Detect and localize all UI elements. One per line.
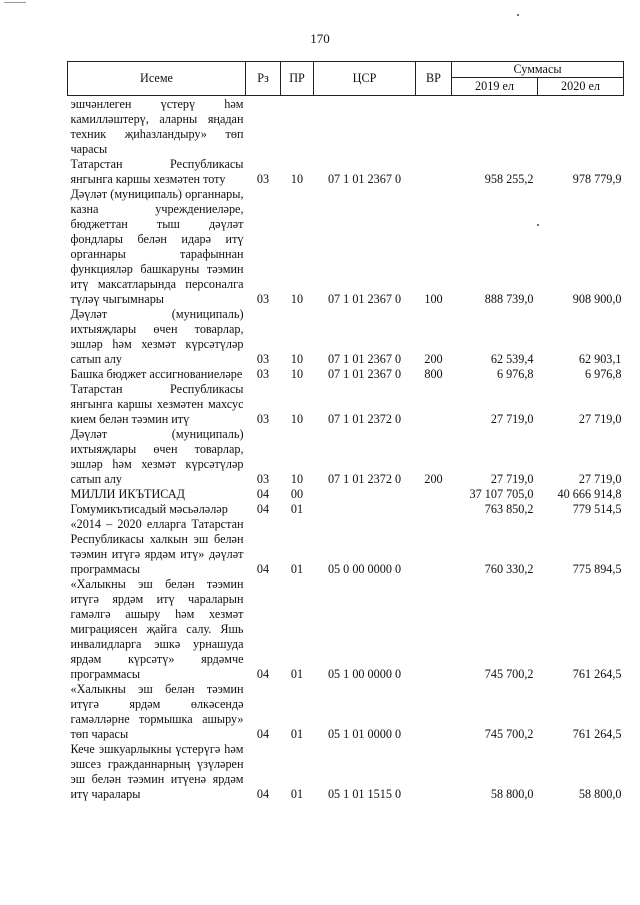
row-rz: 03 (256, 367, 270, 381)
row-pr: 01 (290, 667, 304, 681)
page-number: 170 (310, 31, 330, 46)
row-sum-2020: 6 976,8 (584, 367, 622, 381)
row-name: Татарстан Республикасы янгынга каршы хезмәтен махсус кием белән тәэмин итү (70, 382, 244, 426)
row-name: «2014 – 2020 елларга Татарстан Республикасы халкын эш белән тәэмин итүгә ярдәм итү» дәүләт программасы (70, 517, 244, 576)
row-sum-2019: 58 800,0 (490, 787, 534, 801)
header-pr: ПР (281, 62, 314, 96)
row-rz: 04 (256, 667, 270, 681)
row-csr: 07 1 01 2372 0 (327, 472, 402, 486)
row-vr: 800 (424, 367, 443, 381)
row-sum-2020: 978 779,9 (572, 172, 622, 186)
row-sum-2020: 779 514,5 (572, 502, 622, 516)
table-row (68, 427, 624, 487)
row-name: Дәүләт (муниципаль) органнары, казна учреждениеләре, бюджеттан тыш дәүләт фондлары белән идарә итү органнары тарафыннан функцияләр башкаруны тәэмин итү максатларында персоналга түләү чыгымнары (70, 187, 244, 306)
row-rz: 03 (256, 292, 270, 306)
row-pr: 10 (290, 172, 304, 186)
table-row (68, 487, 624, 502)
table-row (68, 187, 624, 307)
row-vr: 100 (424, 292, 443, 306)
row-sum-2019: 763 850,2 (484, 502, 534, 516)
row-sum-2019: 760 330,2 (484, 562, 534, 576)
row-sum-2019: 745 700,2 (484, 667, 534, 681)
header-year-2019: 2019 ел (452, 78, 538, 96)
header-vr: ВР (416, 62, 452, 96)
row-csr: 07 1 01 2367 0 (327, 292, 402, 306)
table-row (68, 577, 624, 682)
row-pr: 00 (290, 487, 304, 501)
row-rz: 04 (256, 502, 270, 516)
row-sum-2020: 40 666 914,8 (557, 487, 622, 501)
budget-table (67, 61, 624, 802)
row-rz: 04 (256, 787, 270, 801)
row-csr: 07 1 01 2367 0 (327, 172, 402, 186)
row-rz: 04 (256, 487, 270, 501)
row-csr (314, 487, 416, 502)
row-name: эшчәнлеген үстерү һәм камилләштерү, аларны яңадан техник җиһазландыру» төп чарасы (70, 97, 244, 156)
row-pr: 10 (290, 292, 304, 306)
row-csr: 07 1 01 2367 0 (327, 367, 402, 381)
row-rz (246, 96, 281, 158)
row-csr (314, 96, 416, 158)
row-sum-2020: 908 900,0 (572, 292, 622, 306)
header-name: Исеме (68, 62, 246, 96)
row-sum-2019: 745 700,2 (484, 727, 534, 741)
table-row (68, 517, 624, 577)
row-vr (416, 487, 452, 502)
row-csr (314, 502, 416, 517)
row-vr (416, 96, 452, 158)
row-sum-2019 (452, 96, 538, 158)
header-rz: Рз (246, 62, 281, 96)
row-sum-2020: 27 719,0 (578, 472, 622, 486)
table-row (68, 742, 624, 802)
row-sum-2019: 888 739,0 (484, 292, 534, 306)
row-name: Дәүләт (муниципаль) ихтыяҗлары өчен товарлар, эшләр һәм хезмәт күрсәтүләр сатып алу (70, 427, 244, 486)
row-name: МИЛЛИ ИКЪТИСАД (70, 487, 185, 501)
row-sum-2020: 761 264,5 (572, 667, 622, 681)
row-sum-2020 (538, 96, 624, 158)
row-sum-2019: 62 539,4 (490, 352, 534, 366)
row-vr (416, 682, 452, 742)
row-csr: 05 0 00 0000 0 (327, 562, 402, 576)
row-rz: 03 (256, 172, 270, 186)
row-rz: 03 (256, 472, 270, 486)
row-sum-2020: 58 800,0 (578, 787, 622, 801)
row-name: «Халыкны эш белән тәэмин итүгә ярдәм итү чараларын гамәлгә ашыру һәм хезмәт миграциясен җайга салу. Яшь инвалидларга эшкә урнашуда ярдәм күрсәтү» ярдәмче программасы (70, 577, 244, 681)
row-csr: 05 1 00 0000 0 (327, 667, 402, 681)
row-sum-2020: 62 903,1 (578, 352, 622, 366)
row-name: «Халыкны эш белән тәэмин итүгә ярдәм өлкәсендә гамәлләрне тормышка ашыру» төп чарасы (70, 682, 244, 741)
row-vr (416, 382, 452, 427)
row-name: Гомумикътисадый мәсьәләләр (70, 502, 228, 516)
row-vr (416, 742, 452, 802)
table-row (68, 367, 624, 382)
row-rz: 04 (256, 727, 270, 741)
row-sum-2019: 27 719,0 (490, 412, 534, 426)
table-row (68, 96, 624, 158)
row-sum-2019: 27 719,0 (490, 472, 534, 486)
header-sums: Суммасы (452, 62, 624, 78)
row-sum-2019: 37 107 705,0 (469, 487, 534, 501)
row-pr: 01 (290, 562, 304, 576)
row-name: Башка бюджет ассигнованиеләре (70, 367, 243, 381)
row-vr: 200 (424, 352, 443, 366)
row-csr: 05 1 01 0000 0 (327, 727, 402, 741)
row-csr: 05 1 01 1515 0 (327, 787, 402, 801)
table-row (68, 157, 624, 187)
row-sum-2020: 27 719,0 (578, 412, 622, 426)
row-sum-2020: 761 264,5 (572, 727, 622, 741)
row-vr (416, 157, 452, 187)
row-pr: 10 (290, 472, 304, 486)
row-pr: 01 (290, 727, 304, 741)
row-pr: 01 (290, 502, 304, 516)
table-row (68, 382, 624, 427)
row-name: Дәүләт (муниципаль) ихтыяҗлары өчен товарлар, эшләр һәм хезмәт күрсәтүләр сатып алу (70, 307, 244, 366)
row-vr (416, 502, 452, 517)
row-sum-2020: 775 894,5 (572, 562, 622, 576)
row-pr: 10 (290, 412, 304, 426)
header-year-2020: 2020 ел (538, 78, 624, 96)
table-row (68, 307, 624, 367)
row-sum-2019: 6 976,8 (496, 367, 534, 381)
row-vr: 200 (424, 472, 443, 486)
row-pr: 10 (290, 367, 304, 381)
row-pr: 01 (290, 787, 304, 801)
row-name: Татарстан Республикасы янгынга каршы хезмәтен тоту (70, 157, 244, 186)
table-row (68, 502, 624, 517)
row-pr: 10 (290, 352, 304, 366)
row-rz: 03 (256, 412, 270, 426)
row-rz: 03 (256, 352, 270, 366)
row-sum-2019: 958 255,2 (484, 172, 534, 186)
table-row (68, 682, 624, 742)
row-rz: 04 (256, 562, 270, 576)
row-vr (416, 517, 452, 577)
row-csr: 07 1 01 2372 0 (327, 412, 402, 426)
row-vr (416, 577, 452, 682)
scan-dot (517, 14, 519, 16)
row-name: Кече эшкуарлыкны үстерүгә һәм эшсез гражданнарның үзүләрен эш белән тәэмин итүенә ярдәм итү чаралары (70, 742, 244, 801)
scan-mark (4, 2, 26, 3)
row-csr: 07 1 01 2367 0 (327, 352, 402, 366)
row-pr (281, 96, 314, 158)
header-csr: ЦСР (314, 62, 416, 96)
